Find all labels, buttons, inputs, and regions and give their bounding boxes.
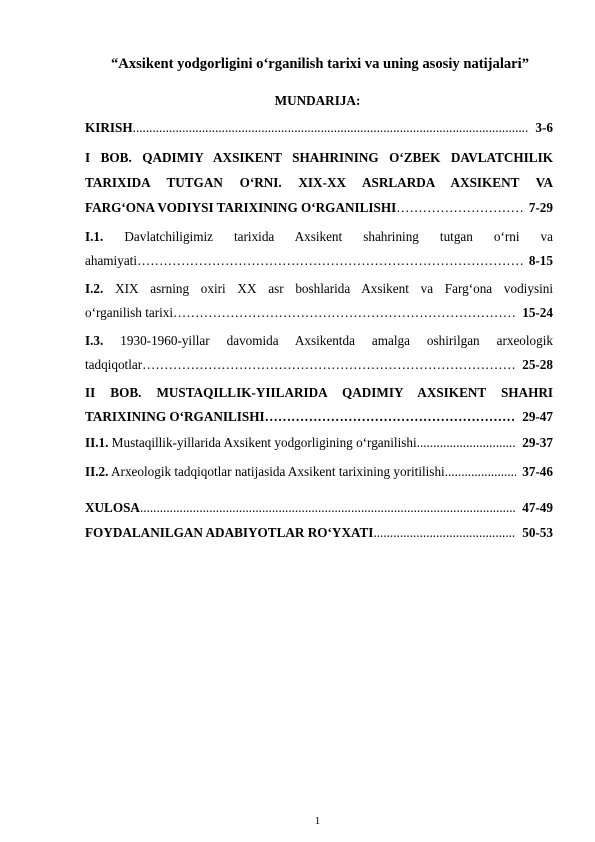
toc-entry-section-2-2[interactable] bbox=[85, 463, 553, 481]
toc-entry-label: KIRISH bbox=[85, 120, 133, 135]
toc-leader-dots bbox=[445, 463, 517, 481]
toc-entry-label: FOYDALANILGAN ADABIYOTLAR RO‘YXATI bbox=[85, 525, 374, 540]
toc-leader-dots bbox=[173, 304, 516, 322]
toc-section-text: Davlatchiligimiz tarixida Axsikent shahrining tutgan o‘rni va bbox=[124, 229, 554, 244]
toc-leader-dots bbox=[417, 434, 517, 452]
toc-page-range: 29-37 bbox=[522, 435, 553, 450]
toc-entry-conclusion[interactable] bbox=[85, 499, 553, 517]
toc-heading: MUNDARIJA: bbox=[274, 93, 361, 108]
toc-page-range: 3-6 bbox=[535, 120, 553, 135]
page-number: 1 bbox=[314, 815, 321, 827]
toc-leader-dots bbox=[265, 408, 517, 426]
toc-entry-section-1-3[interactable] bbox=[85, 332, 553, 374]
toc-section-number: I.1. bbox=[85, 229, 104, 244]
toc-entry-chapter-2[interactable] bbox=[85, 384, 553, 426]
toc-section-text: ahamiyati bbox=[85, 253, 137, 268]
toc-page-range: 47-49 bbox=[522, 500, 553, 515]
document-title: “Axsikent yodgorligini o‘rganilish tarixi va uning asosiy natijalari” bbox=[111, 56, 529, 72]
toc-page-range: 25-28 bbox=[522, 357, 553, 372]
toc-section-number: II.2. bbox=[85, 464, 109, 479]
toc-chapter-line: II BOB. MUSTAQILLIK-YIILARIDA QADIMIY AXSIKENT SHAHRI bbox=[85, 385, 553, 400]
toc-chapter-line: TARIXIDA TUTGAN O‘RNI. XIX-XX ASRLARDA AXSIKENT VA bbox=[85, 175, 553, 190]
toc-page-range: 37-46 bbox=[522, 464, 553, 479]
toc-section-text: 1930-1960-yillar davomida Axsikentda amalga oshirilgan arxeologik bbox=[120, 333, 554, 348]
toc-leader-dots bbox=[396, 199, 523, 217]
toc-section-text: Arxeologik tadqiqotlar natijasida Axsikent tarixining yoritilishi bbox=[111, 464, 445, 479]
toc-leader-dots bbox=[140, 499, 516, 517]
toc-page-range: 7-29 bbox=[528, 200, 553, 215]
toc-page-range: 50-53 bbox=[522, 525, 553, 540]
toc-leader-dots bbox=[137, 252, 523, 270]
toc-page-range: 15-24 bbox=[522, 305, 553, 320]
toc-section-text: tadqiqotlar bbox=[85, 357, 143, 372]
toc-chapter-line: FARG‘ONA VODIYSI TARIXINING O‘RGANILISHI bbox=[85, 200, 397, 215]
toc-entry-intro[interactable] bbox=[85, 119, 553, 137]
toc-section-number: I.3. bbox=[85, 333, 104, 348]
toc-leader-dots bbox=[373, 524, 516, 542]
toc-chapter-line: I BOB. QADIMIY AXSIKENT SHAHRINING O‘ZBEK DAVLATCHILIK bbox=[85, 150, 553, 165]
toc-entry-label: XULOSA bbox=[85, 500, 140, 515]
toc-page-range: 8-15 bbox=[528, 253, 553, 268]
toc-entry-chapter-1[interactable] bbox=[85, 149, 553, 217]
toc-section-text: o‘rganilish tarixi bbox=[85, 305, 174, 320]
toc-section-number: I.2. bbox=[85, 281, 104, 296]
toc-leader-dots bbox=[142, 356, 516, 374]
toc-chapter-line: TARIXINING O‘RGANILISHI bbox=[85, 409, 265, 424]
toc-entry-section-1-2[interactable] bbox=[85, 280, 553, 322]
toc-entry-section-1-1[interactable] bbox=[85, 228, 553, 270]
toc-page-range: 29-47 bbox=[522, 409, 553, 424]
toc-section-text: Mustaqillik-yillarida Axsikent yodgorligining o‘rganilishi bbox=[111, 435, 417, 450]
toc-entry-references[interactable] bbox=[85, 524, 553, 542]
toc-entry-section-2-1[interactable] bbox=[85, 434, 553, 452]
toc-leader-dots bbox=[133, 119, 530, 137]
toc-section-text: XIX asrning oxiri XX asr boshlarida Axsikent va Farg‘ona vodiysini bbox=[115, 281, 553, 296]
toc-section-number: II.1. bbox=[85, 435, 109, 450]
